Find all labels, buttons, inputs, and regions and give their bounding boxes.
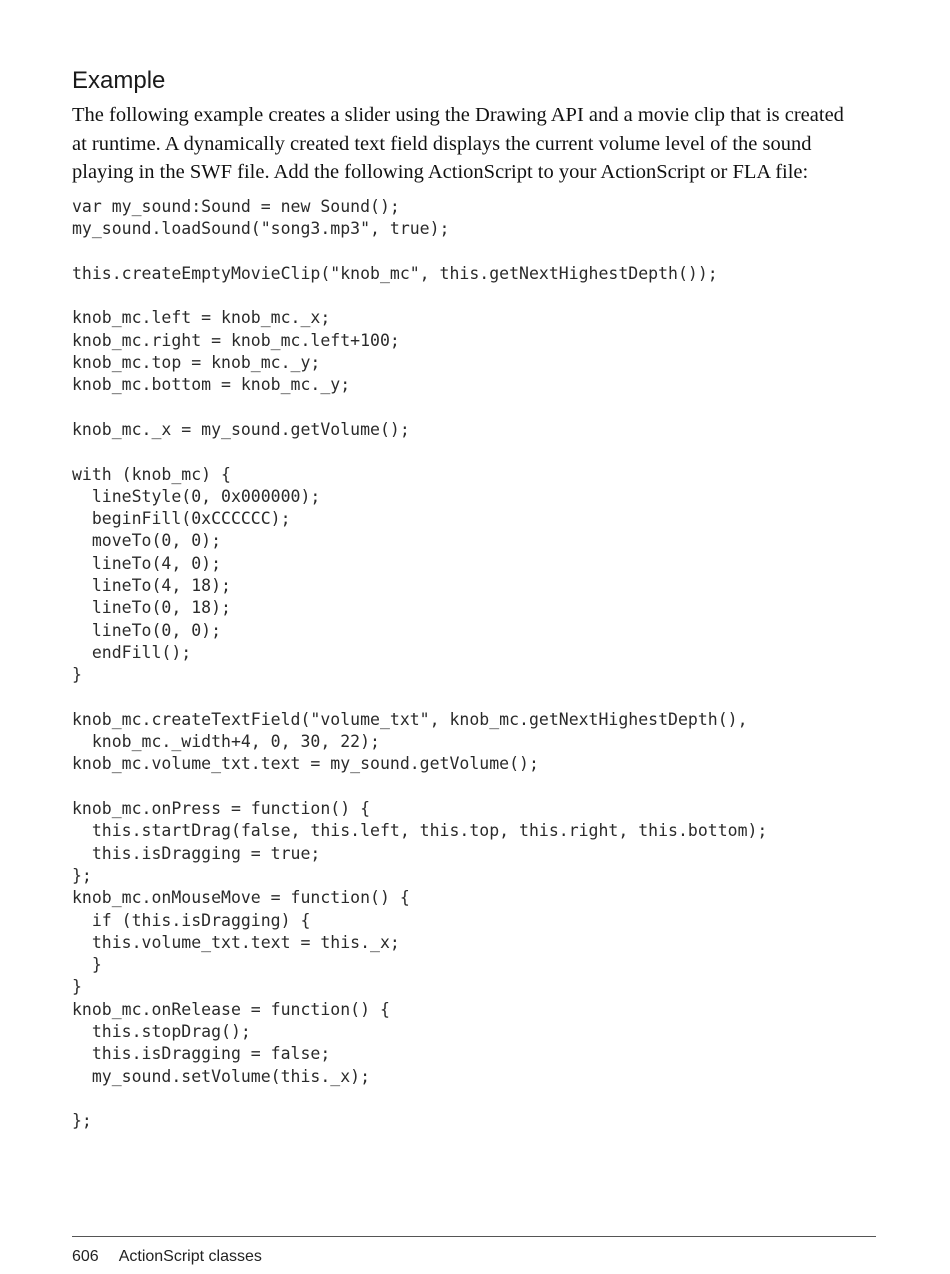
- code-line: [72, 241, 767, 263]
- code-line: moveTo(0, 0);: [72, 531, 222, 551]
- intro-line: playing in the SWF file. Add the following ActionScript to your ActionScript or FLA file:: [72, 161, 809, 183]
- page-number: 606: [72, 1248, 99, 1265]
- intro-paragraph: [72, 101, 876, 187]
- code-line: my_sound.loadSound("song3.mp3", true);: [72, 219, 450, 239]
- code-line: [72, 285, 767, 307]
- code-line: knob_mc.onMouseMove = function() {: [72, 888, 410, 908]
- code-line: }: [72, 665, 82, 685]
- code-line: knob_mc.volume_txt.text = my_sound.getVolume();: [72, 754, 539, 774]
- code-line: this.createEmptyMovieClip("knob_mc", this.getNextHighestDepth());: [72, 263, 718, 283]
- code-line: [72, 776, 767, 798]
- code-line: [72, 687, 767, 709]
- code-line: knob_mc.bottom = knob_mc._y;: [72, 375, 351, 395]
- code-line: [72, 441, 767, 463]
- document-page: [72, 0, 876, 1274]
- footer-section-title: ActionScript classes: [118, 1248, 262, 1265]
- code-line: if (this.isDragging) {: [72, 910, 311, 930]
- code-line: knob_mc._x = my_sound.getVolume();: [72, 419, 410, 439]
- code-line: beginFill(0xCCCCCC);: [72, 509, 291, 529]
- code-line: with (knob_mc) {: [72, 464, 231, 484]
- code-line: }: [72, 955, 102, 975]
- code-line: knob_mc._width+4, 0, 30, 22);: [72, 732, 380, 752]
- code-line: lineTo(4, 0);: [72, 553, 222, 573]
- code-line: this.isDragging = true;: [72, 843, 321, 863]
- code-block: [72, 196, 767, 1132]
- intro-line: at runtime. A dynamically created text field displays the current volume level of the sound: [72, 132, 812, 155]
- code-line: this.stopDrag();: [72, 1021, 251, 1041]
- code-line: knob_mc.onPress = function() {: [72, 799, 371, 819]
- code-line: knob_mc.onRelease = function() {: [72, 999, 390, 1019]
- page-footer: [72, 1247, 262, 1267]
- section-heading: Example: [72, 67, 166, 94]
- intro-line: The following example creates a slider using the Drawing API and a movie clip that is created: [72, 104, 844, 126]
- code-line: this.startDrag(false, this.left, this.top, this.right, this.bottom);: [72, 821, 768, 841]
- code-line: }: [72, 977, 82, 997]
- code-line: knob_mc.top = knob_mc._y;: [72, 353, 321, 373]
- footer-divider: [72, 1236, 876, 1237]
- code-line: my_sound.setVolume(this._x);: [72, 1066, 371, 1086]
- code-line: knob_mc.right = knob_mc.left+100;: [72, 330, 400, 350]
- code-line: [72, 397, 767, 419]
- code-line: };: [72, 1111, 92, 1131]
- code-line: lineStyle(0, 0x000000);: [72, 486, 321, 506]
- code-line: };: [72, 865, 92, 885]
- code-line: knob_mc.createTextField("volume_txt", knob_mc.getNextHighestDepth(),: [72, 709, 748, 729]
- code-line: endFill();: [72, 642, 192, 662]
- code-line: this.isDragging = false;: [72, 1044, 331, 1064]
- code-line: lineTo(0, 0);: [72, 620, 222, 640]
- code-line: var my_sound:Sound = new Sound();: [72, 197, 400, 216]
- code-line: [72, 1088, 767, 1110]
- code-line: lineTo(4, 18);: [72, 576, 231, 596]
- code-line: lineTo(0, 18);: [72, 598, 231, 618]
- code-line: this.volume_txt.text = this._x;: [72, 932, 400, 952]
- code-line: knob_mc.left = knob_mc._x;: [72, 308, 331, 328]
